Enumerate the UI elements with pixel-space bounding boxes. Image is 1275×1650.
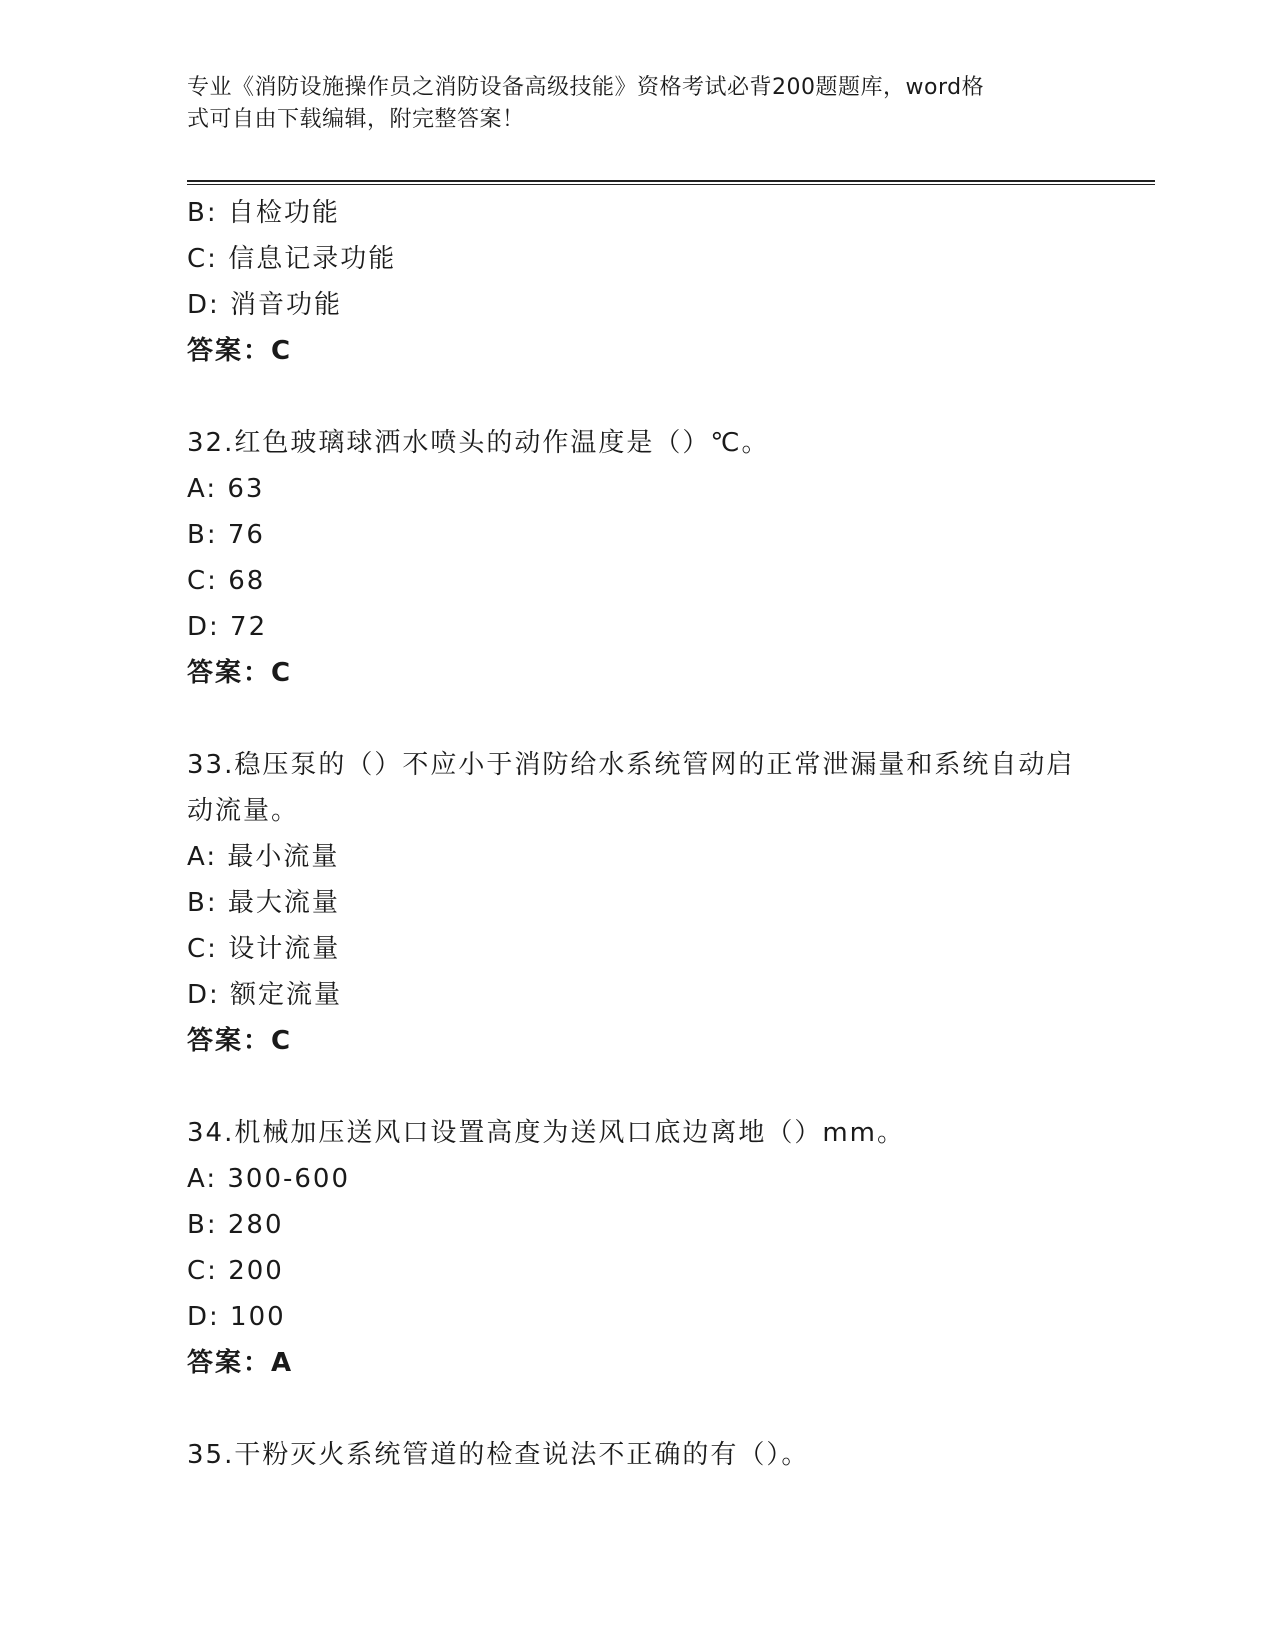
question-stem: 32.红色玻璃球洒水喷头的动作温度是（）℃。 <box>187 428 770 458</box>
option-a: A: 63 <box>187 474 265 504</box>
option-b: B: 最大流量 <box>187 888 340 918</box>
option-d: D: 额定流量 <box>187 980 343 1010</box>
option-b: B: 280 <box>187 1210 284 1240</box>
question-35 <box>187 1432 1087 1478</box>
option-c: C: 68 <box>187 566 266 596</box>
question-32 <box>187 420 1087 696</box>
option-c: C: 设计流量 <box>187 934 341 964</box>
question-stem: 35.干粉灭火系统管道的检查说法不正确的有（）。 <box>187 1440 810 1470</box>
answer: 答案：C <box>187 1026 293 1056</box>
option-c: C: 信息记录功能 <box>187 244 397 274</box>
option-b: B: 自检功能 <box>187 198 340 228</box>
question-list <box>187 190 1087 1478</box>
header-line-2: 式可自由下载编辑，附完整答案！ <box>187 107 525 132</box>
answer: 答案：C <box>187 658 293 688</box>
question-31-continued <box>187 190 1087 374</box>
option-d: D: 消音功能 <box>187 290 343 320</box>
header-line-1: 专业《消防设施操作员之消防设备高级技能》资格考试必背200题题库，word格 <box>187 75 985 100</box>
question-stem: 34.机械加压送风口设置高度为送风口底边离地（）mm。 <box>187 1118 906 1148</box>
option-a: A: 300-600 <box>187 1164 350 1194</box>
header-divider-thin <box>187 184 1155 185</box>
option-d: D: 100 <box>187 1302 286 1332</box>
document-header <box>187 72 1087 136</box>
option-b: B: 76 <box>187 520 265 550</box>
option-a: A: 最小流量 <box>187 842 340 872</box>
question-stem: 33.稳压泵的（）不应小于消防给水系统管网的正常泄漏量和系统自动启动流量。 <box>187 750 1075 826</box>
header-divider-thick <box>187 180 1155 182</box>
question-33 <box>187 742 1087 1064</box>
answer: 答案：C <box>187 336 293 366</box>
question-34 <box>187 1110 1087 1386</box>
answer: 答案：A <box>187 1348 294 1378</box>
option-c: C: 200 <box>187 1256 284 1286</box>
option-d: D: 72 <box>187 612 268 642</box>
